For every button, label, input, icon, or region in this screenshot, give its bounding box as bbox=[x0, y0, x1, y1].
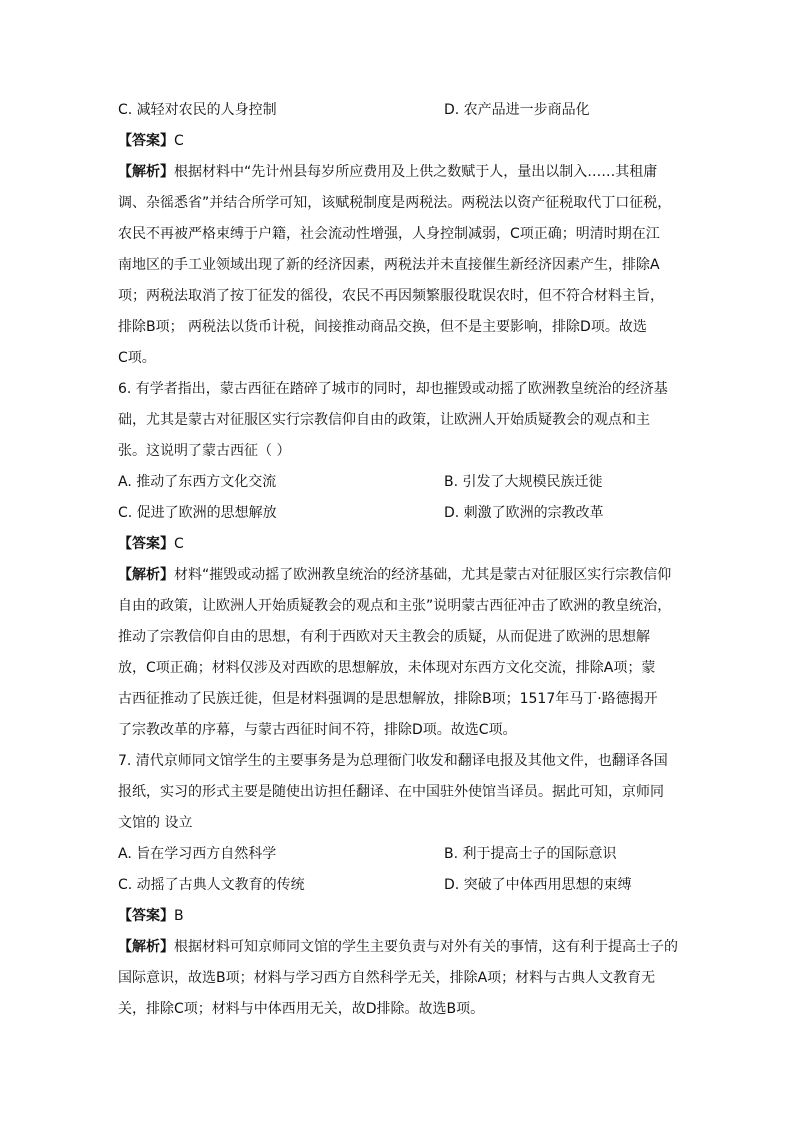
q5-analysis-line: 排除B项； 两税法以货币计税，间接推动商品交换，但不是主要影响，排除D项。故选 bbox=[118, 319, 647, 335]
q6-options-cd bbox=[118, 503, 678, 534]
q5-option-c: C. 减轻对农民的人身控制 bbox=[118, 102, 277, 118]
q5-analysis-line: 农民不再被严格束缚于户籍，社会流动性增强，人身控制减弱，C项正确；明清时期在江 bbox=[118, 226, 660, 242]
q7-option-b: B. 利于提高士子的国际意识 bbox=[444, 846, 617, 862]
q6-answer-value: C bbox=[174, 536, 184, 552]
q7-analysis-tag: 【解析】 bbox=[118, 939, 174, 955]
q5-option-d: D. 农产品进一步商品化 bbox=[444, 102, 590, 118]
q5-answer bbox=[118, 131, 678, 162]
q6-analysis-tag: 【解析】 bbox=[118, 567, 174, 583]
q5-analysis-line: C项。 bbox=[118, 350, 156, 366]
q7-analysis-line: 国际意识，故选B项；材料与学习西方自然科学无关，排除A项；材料与古典人文教育无 bbox=[118, 970, 656, 986]
q6-stem-line: 础，尤其是蒙古对征服区实行宗教信仰自由的政策，让欧洲人开始质疑教会的观点和主 bbox=[118, 412, 650, 428]
q5-answer-tag: 【答案】 bbox=[118, 133, 174, 149]
q7-stem-line: 报纸，实习的形式主要是随使出访担任翻译、在中国驻外使馆当译员。据此可知，京师同 bbox=[118, 784, 664, 800]
q7-stem-line: 7. 清代京师同文馆学生的主要事务是为总理衙门收发和翻译电报及其他文件，也翻译各国 bbox=[118, 753, 668, 769]
document-page bbox=[118, 100, 678, 1030]
q7-analysis-text: 根据材料可知京师同文馆的学生主要负责与对外有关的事情，这有利于提高士子的 bbox=[174, 939, 678, 955]
q6-option-a: A. 推动了东西方文化交流 bbox=[118, 474, 277, 490]
q5-analysis-line: 调、杂徭悉省”并结合所学可知，该赋税制度是两税法。两税法以资产征税取代丁口征税， bbox=[118, 195, 672, 211]
q7-stem-line: 文馆的 设立 bbox=[118, 815, 193, 831]
q5-options-cd bbox=[118, 100, 678, 131]
q6-answer-tag: 【答案】 bbox=[118, 536, 174, 552]
q7-option-c: C. 动摇了古典人文教育的传统 bbox=[118, 877, 305, 893]
q5-answer-value: C bbox=[174, 133, 184, 149]
q6-stem-line: 张。这说明了蒙古西征（ ） bbox=[118, 443, 291, 459]
q6-analysis-line bbox=[118, 565, 678, 596]
q7-answer-value: B bbox=[174, 908, 184, 924]
q6-analysis-text: 材料“摧毁或动摇了欧洲教皇统治的经济基础，尤其是蒙古对征服区实行宗教信仰 bbox=[174, 567, 672, 583]
q7-options-cd bbox=[118, 875, 678, 906]
q6-option-d: D. 刺激了欧洲的宗教改革 bbox=[444, 505, 604, 521]
q7-option-a: A. 旨在学习西方自然科学 bbox=[118, 846, 277, 862]
q6-analysis-line: 推动了宗教信仰自由的思想，有利于西欧对天主教会的质疑，从而促进了欧洲的思想解 bbox=[118, 629, 650, 645]
q6-analysis-line: 自由的政策，让欧洲人开始质疑教会的观点和主张”说明蒙古西征冲击了欧洲的教皇统治， bbox=[118, 598, 672, 614]
q5-analysis-tag: 【解析】 bbox=[118, 164, 174, 180]
q6-option-c: C. 促进了欧洲的思想解放 bbox=[118, 505, 277, 521]
q5-analysis-line: 南地区的手工业领域出现了新的经济因素，两税法并未直接催生新经济因素产生，排除A bbox=[118, 257, 660, 273]
q7-answer bbox=[118, 906, 678, 937]
q6-options-ab bbox=[118, 472, 678, 503]
q5-analysis-text: 根据材料中“先计州县每岁所应费用及上供之数赋于人，量出以制入……其租庸 bbox=[174, 164, 658, 180]
q6-stem-line: 6. 有学者指出，蒙古西征在踏碎了城市的同时，却也摧毁或动摇了欧洲教皇统治的经济基 bbox=[118, 381, 668, 397]
q7-options-ab bbox=[118, 844, 678, 875]
q6-analysis-line: 放，C项正确；材料仅涉及对西欧的思想解放，未体现对东西方文化交流，排除A项；蒙 bbox=[118, 660, 656, 676]
q5-analysis-line bbox=[118, 162, 678, 193]
q6-option-b: B. 引发了大规模民族迁徙 bbox=[444, 474, 603, 490]
q7-answer-tag: 【答案】 bbox=[118, 908, 174, 924]
q7-option-d: D. 突破了中体西用思想的束缚 bbox=[444, 877, 632, 893]
q5-analysis-line: 项；两税法取消了按丁征发的徭役，农民不再因频繁服役耽误农时，但不符合材料主旨， bbox=[118, 288, 664, 304]
q7-analysis-line bbox=[118, 937, 678, 968]
q6-analysis-line: 古西征推动了民族迁徙，但是材料强调的是思想解放，排除B项；1517年马丁·路德揭开 bbox=[118, 691, 658, 707]
q6-analysis-line: 了宗教改革的序幕，与蒙古西征时间不符，排除D项。故选C项。 bbox=[118, 722, 517, 738]
q7-analysis-line: 关，排除C项；材料与中体西用无关，故D排除。故选B项。 bbox=[118, 1001, 485, 1017]
q6-answer bbox=[118, 534, 678, 565]
